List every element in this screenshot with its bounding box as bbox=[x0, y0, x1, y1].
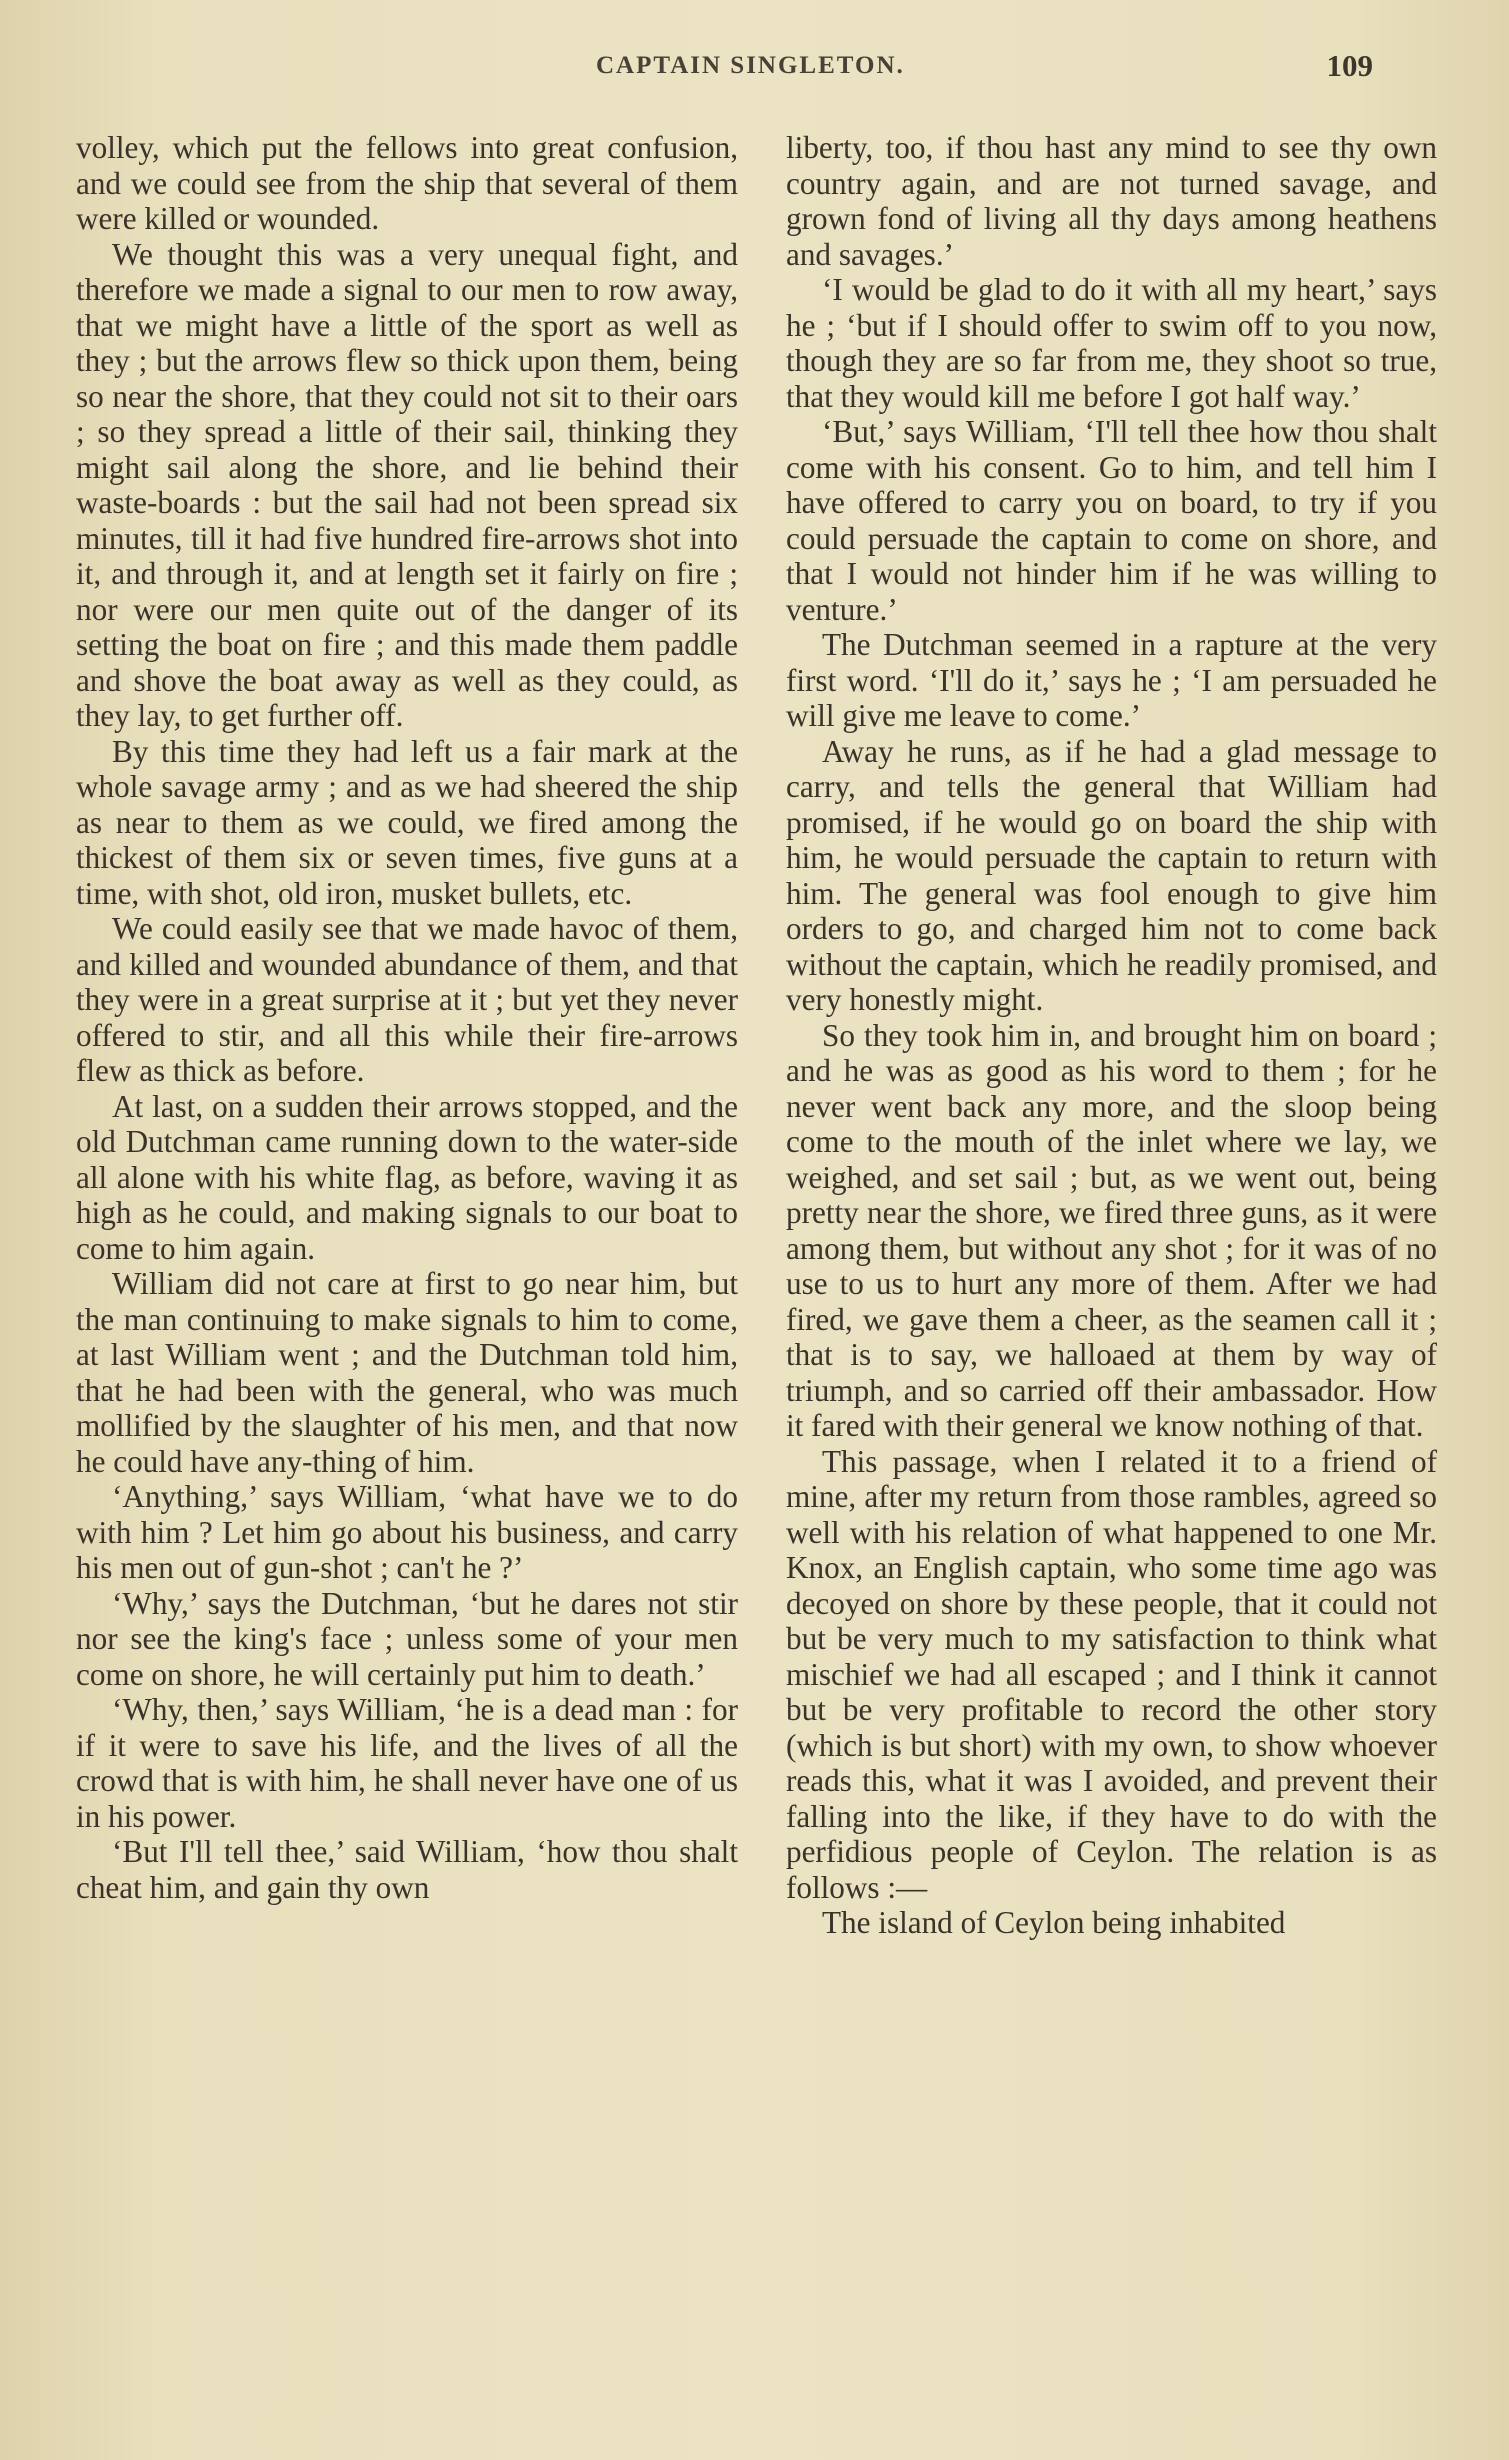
paragraph: By this time they had left us a fair mark at the whole savage army ; and as we had sheered the ship as near to them as we could, we fired among the thickest of them six or seven times, five guns at a time, with shot, old iron, musket bullets, etc. bbox=[76, 733, 738, 911]
paragraph: The island of Ceylon being inhabited bbox=[822, 1905, 1286, 1940]
paragraph: The Dutchman seemed in a rapture at the very first word. ‘I'll do it,’ says he ; ‘I am persuaded he will give me leave to come.’ bbox=[786, 627, 1437, 733]
paragraph: ‘But,’ says William, ‘I'll tell thee how thou shalt come with his consent. Go to him, and tell him I have offered to carry you on board, to try if you could persuade the captain to come on shore, and that I would not hinder him if he was willing to venture.’ bbox=[786, 414, 1437, 627]
running-title: CAPTAIN SINGLETON. bbox=[596, 52, 905, 79]
paragraph: volley, which put the fellows into great confusion, and we could see from the ship that several of them were killed or wounded. bbox=[76, 130, 738, 236]
page-header bbox=[76, 44, 1433, 94]
left-text-column bbox=[76, 130, 738, 1905]
paragraph: William did not care at first to go near him, but the man continuing to make signals to him to come, at last William went ; and the Dutchman told him, that he had been with the general, who was much mollified by the slaughter of his men, and that now he could have any-thing of him. bbox=[76, 1266, 738, 1479]
right-text-column bbox=[786, 130, 1437, 1941]
page-number: 109 bbox=[1326, 48, 1373, 83]
paragraph: ‘Why, then,’ says William, ‘he is a dead man : for if it were to save his life, and the lives of all the crowd that is with him, he shall never have one of us in his power. bbox=[76, 1692, 738, 1834]
paragraph: We thought this was a very unequal fight, and therefore we made a signal to our men to row away, that we might have a little of the sport as well as they ; but the arrows flew so thick upon them, being so near the shore, that they could not sit to their oars ; so they spread a little of their sail, thinking they might sail along the shore, and lie behind their waste-boards : but the sail had not been spread six minutes, till it had five hundred fire-arrows shot into it, and through it, and at length set it fairly on fire ; nor were our men quite out of the danger of its setting the boat on fire ; and this made them paddle and shove the boat away as well as they could, as they lay, to get further off. bbox=[76, 236, 738, 733]
paragraph: Away he runs, as if he had a glad message to carry, and tells the general that William had promised, if he would go on board the ship with him, he would persuade the captain to return with him. The general was fool enough to give him orders to go, and charged him not to come back without the captain, which he readily promised, and very honestly might. bbox=[786, 733, 1437, 1017]
paragraph: ‘Why,’ says the Dutchman, ‘but he dares not stir nor see the king's face ; unless some of your men come on shore, he will certainly put him to death.’ bbox=[76, 1585, 738, 1692]
paragraph: We could easily see that we made havoc of them, and killed and wounded abundance of them, and that they were in a great surprise at it ; but yet they never offered to stir, and all this while their fire-arrows flew as thick as before. bbox=[76, 911, 738, 1088]
paragraph: ‘Anything,’ says William, ‘what have we to do with him ? Let him go about his business, and carry his men out of gun-shot ; can't he ?’ bbox=[76, 1479, 738, 1585]
paragraph: ‘I would be glad to do it with all my heart,’ says he ; ‘but if I should offer to swim off to you now, though they are so far from me, they shoot so true, that they would kill me before I got half way.’ bbox=[786, 272, 1437, 414]
paragraph: At last, on a sudden their arrows stopped, and the old Dutchman came running down to the water-side all alone with his white flag, as before, waving it as high as he could, and making signals to our boat to come to him again. bbox=[76, 1088, 738, 1266]
paragraph: This passage, when I related it to a friend of mine, after my return from those rambles, agreed so well with his relation of what happened to one Mr. Knox, an English captain, who some time ago was decoyed on shore by these people, that it could not but be very much to my satisfaction to think what mischief we had all escaped ; and I think it cannot but be very profitable to record the other story (which is but short) with my own, to show whoever reads this, what it was I avoided, and prevent their falling into the like, if they have to do with the perfidious people of Ceylon. The relation is as follows :— bbox=[786, 1443, 1437, 1905]
paragraph: ‘But I'll tell thee,’ said William, ‘how thou shalt cheat him, and gain thy own bbox=[76, 1834, 738, 1905]
paragraph: So they took him in, and brought him on board ; and he was as good as his word to them ; for he never went back any more, and the sloop being come to the mouth of the inlet where we lay, we weighed, and set sail ; but, as we went out, being pretty near the shore, we fired three guns, as it were among them, but without any shot ; for it was of no use to us to hurt any more of them. After we had fired, we gave them a cheer, as the seamen call it ; that is to say, we halloaed at them by way of triumph, and so carried off their ambassador. How it fared with their general we know nothing of that. bbox=[786, 1017, 1437, 1443]
paragraph: liberty, too, if thou hast any mind to see thy own country again, and are not turned savage, and grown fond of living all thy days among heathens and savages.’ bbox=[786, 130, 1437, 272]
